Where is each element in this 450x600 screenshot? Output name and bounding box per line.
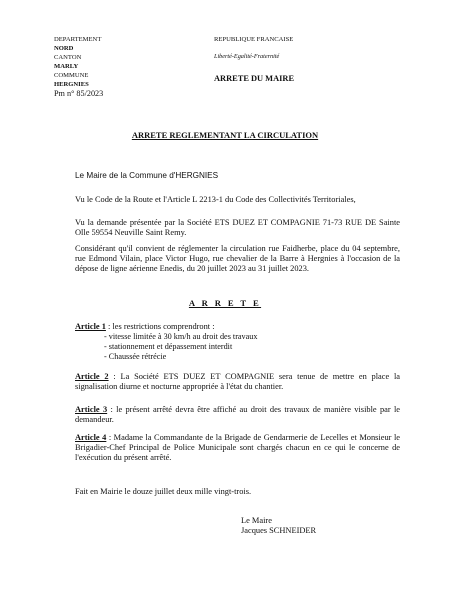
vu-code-paragraph: Vu le Code de la Route et l'Article L 2213-1 du Code des Collectivités Territoriales,	[75, 195, 356, 204]
commune-label: COMMUNE	[54, 71, 89, 79]
article-3-label: Article 3	[75, 405, 108, 414]
article-4	[75, 433, 400, 464]
arrete-heading: A R R E T E	[188, 298, 262, 308]
reference-number: Pm n° 85/2023	[54, 89, 104, 99]
header-right	[214, 36, 414, 84]
canton-value: MARLY	[54, 62, 79, 70]
list-item: - vitesse limitée à 30 km/h au droit des travaux	[104, 332, 258, 341]
article-1	[75, 322, 400, 332]
signature-title: Le Maire	[241, 516, 272, 525]
departement-value: NORD	[54, 44, 74, 52]
article-2-label: Article 2	[75, 372, 109, 381]
article-2-text: : La Société ETS DUEZ ET COMPAGNIE sera tenue de mettre en place la signalisation diurne et nocturne appropriée à l'état du chantier.	[75, 372, 400, 392]
article-3-text: : le présent arrêté devra être affiché au droit des travaux de manière visible par le demandeur.	[75, 405, 400, 425]
arrete-du-maire: ARRETE DU MAIRE	[214, 73, 295, 83]
canton-label: CANTON	[54, 53, 82, 61]
departement-label: DEPARTEMENT	[54, 36, 102, 43]
vu-demande-paragraph: Vu la demande présentée par la Société ETS DUEZ ET COMPAGNIE 71-73 RUE DE Sainte Olle 59554 Neuville Saint Remy.	[75, 218, 400, 238]
fait-en-mairie: Fait en Mairie le douze juillet deux mille vingt-trois.	[75, 487, 252, 496]
signature-block	[241, 516, 316, 536]
article-2	[75, 372, 400, 392]
commune-value: HERGNIES	[54, 80, 89, 88]
list-item: - stationnement et dépassement interdit	[104, 342, 233, 351]
article-3	[75, 405, 400, 425]
article-1-text: : les restrictions comprendront :	[105, 322, 215, 331]
article-4-label: Article 4	[75, 433, 107, 442]
document-title: ARRETE REGLEMENTANT LA CIRCULATION	[131, 130, 319, 140]
republique-label: REPUBLIQUE FRANCAISE	[214, 36, 294, 43]
article-1-label: Article 1	[75, 322, 106, 331]
restrictions-list	[104, 332, 257, 362]
considerant-paragraph: Considérant qu'il convient de réglementer la circulation rue Faidherbe, place du 04 septembre, rue Edmond Vilain, place Victor Hugo, rue chevalier de la Barre à Hergnies à l'occasion de la dépose de ligne aérienne Enedis, du 20 juillet 2023 au 31 juillet 2023.	[75, 244, 400, 274]
maire-line: Le Maire de la Commune d'HERGNIES	[75, 171, 219, 180]
article-4-text: : Madame la Commandante de la Brigade de Gendarmerie de Lecelles et Monsieur le Brigadier-Chef Principal de Police Municipale sont chargés chacun en ce qui le concerne de l'exécution du présent arrêté.	[75, 433, 400, 463]
motto: Liberté-Egalité-Fraternité	[214, 52, 280, 60]
list-item: - Chaussée rétrécie	[104, 352, 167, 361]
signature-name: Jacques SCHNEIDER	[241, 526, 317, 536]
header-left	[54, 36, 194, 99]
